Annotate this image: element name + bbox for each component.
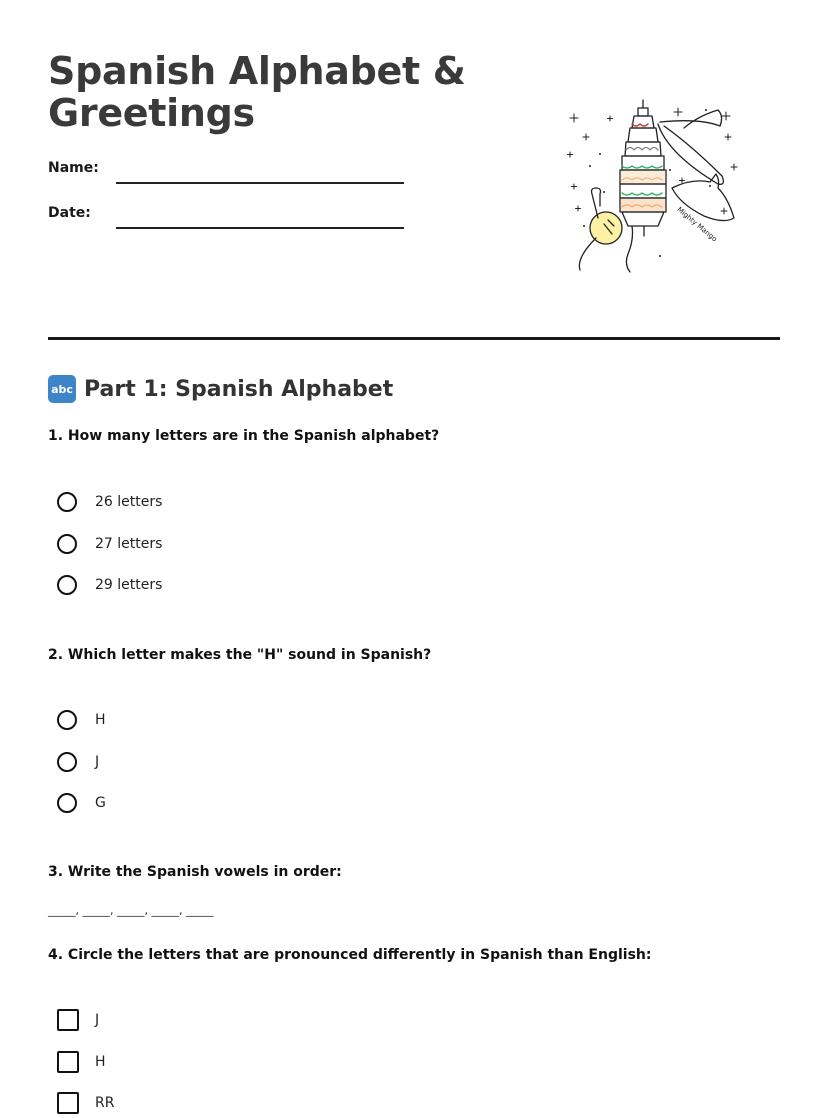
option-label: G: [95, 795, 106, 811]
q2-option-3[interactable]: [57, 791, 106, 815]
abc-icon: abc: [48, 375, 76, 403]
date-field-row: [48, 205, 408, 229]
option-label: H: [95, 712, 106, 728]
checkbox-icon[interactable]: [57, 1051, 79, 1073]
q1-option-3[interactable]: [57, 573, 162, 597]
name-field-row: [48, 160, 408, 184]
radio-circle-icon[interactable]: [57, 575, 77, 595]
option-label: 26 letters: [95, 494, 163, 510]
title-line-1: Spanish Alphabet &: [48, 49, 466, 93]
vowel-blanks[interactable]: _____, _____, _____, _____, _____: [48, 904, 214, 917]
worksheet-title: [48, 50, 488, 134]
radio-circle-icon[interactable]: [57, 752, 77, 772]
radio-circle-icon[interactable]: [57, 793, 77, 813]
question-1: 1. How many letters are in the Spanish alphabet?: [48, 428, 440, 444]
question-2: 2. Which letter makes the "H" sound in Spanish?: [48, 647, 432, 663]
date-line[interactable]: [116, 227, 404, 229]
option-label: 29 letters: [95, 577, 163, 593]
title-line-2: Greetings: [48, 91, 255, 135]
question-4: 4. Circle the letters that are pronounced differently in Spanish than English:: [48, 947, 652, 963]
q4-option-1[interactable]: [57, 1008, 99, 1032]
q2-option-2[interactable]: [57, 750, 99, 774]
q1-option-2[interactable]: [57, 532, 162, 556]
option-label: RR: [95, 1095, 115, 1111]
name-label: Name:: [48, 160, 99, 176]
name-line[interactable]: [116, 182, 404, 184]
illustration-caption: Mighty Mango: [675, 205, 719, 244]
option-label: J: [95, 754, 100, 770]
part-1-heading: [48, 374, 393, 404]
radio-circle-icon[interactable]: [57, 534, 77, 554]
section-divider: [48, 337, 780, 340]
option-label: H: [95, 1054, 106, 1070]
q1-option-1[interactable]: [57, 490, 162, 514]
option-label: 27 letters: [95, 536, 163, 552]
part-1-title: Part 1: Spanish Alphabet: [84, 376, 394, 402]
q4-option-2[interactable]: [57, 1050, 106, 1074]
q4-option-3[interactable]: [57, 1091, 114, 1115]
pinata-sombrero-maracas-icon: [560, 96, 744, 280]
radio-circle-icon[interactable]: [57, 710, 77, 730]
option-label: J: [95, 1012, 100, 1028]
date-label: Date:: [48, 205, 91, 221]
radio-circle-icon[interactable]: [57, 492, 77, 512]
checkbox-icon[interactable]: [57, 1092, 79, 1114]
question-3: 3. Write the Spanish vowels in order:: [48, 864, 342, 880]
checkbox-icon[interactable]: [57, 1009, 79, 1031]
q2-option-1[interactable]: [57, 708, 106, 732]
